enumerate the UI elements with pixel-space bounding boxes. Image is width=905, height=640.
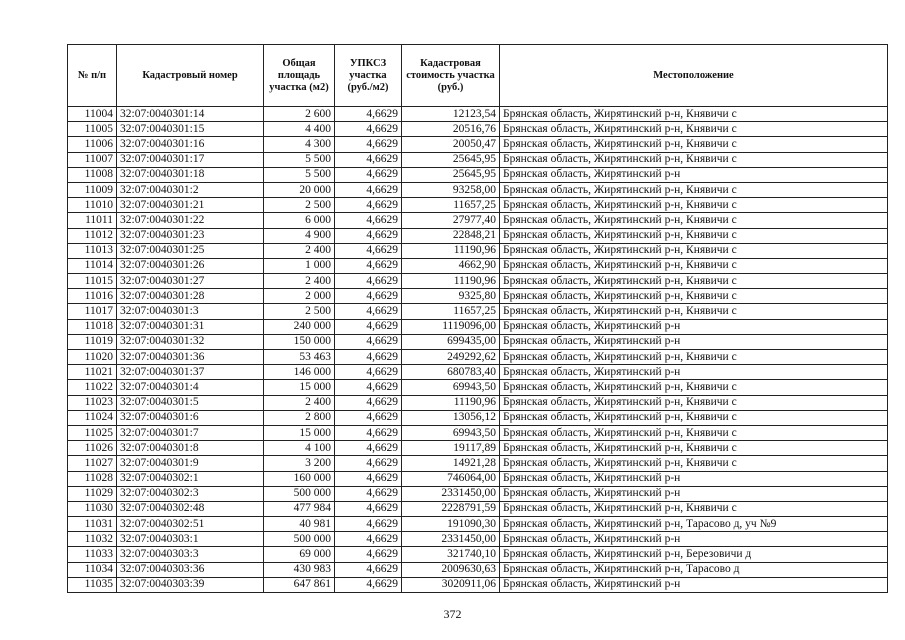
cadastral-number: 32:07:0040301:32 [117,334,264,349]
rate-cell: 4,6629 [335,228,402,243]
cost-cell: 12123,54 [402,107,500,122]
rate-cell: 4,6629 [335,304,402,319]
cost-cell: 93258,00 [402,182,500,197]
cost-cell: 11657,25 [402,304,500,319]
page-number: 372 [443,607,462,621]
location-cell: Брянская область, Жирятинский р-н, Княвичи с [500,122,888,137]
rate-cell: 4,6629 [335,456,402,471]
row-number: 11035 [68,577,117,592]
area-cell: 69 000 [264,547,335,562]
table-row [68,532,888,547]
table-row [68,182,888,197]
location-cell: Брянская область, Жирятинский р-н [500,577,888,592]
cadastral-number: 32:07:0040301:17 [117,152,264,167]
cost-cell: 2331450,00 [402,532,500,547]
rate-cell: 4,6629 [335,122,402,137]
row-number: 11010 [68,198,117,213]
cadastral-number: 32:07:0040301:3 [117,304,264,319]
area-cell: 2 400 [264,243,335,258]
table-header-row [68,45,888,107]
cadastral-number: 32:07:0040301:36 [117,350,264,365]
cadastral-number: 32:07:0040303:3 [117,547,264,562]
location-cell: Брянская область, Жирятинский р-н, Княвичи с [500,410,888,425]
location-cell: Брянская область, Жирятинский р-н [500,486,888,501]
area-cell: 477 984 [264,501,335,516]
rate-cell: 4,6629 [335,562,402,577]
header-location: Местоположение [500,45,888,107]
rate-cell: 4,6629 [335,152,402,167]
location-cell: Брянская область, Жирятинский р-н, Княвичи с [500,425,888,440]
rate-cell: 4,6629 [335,198,402,213]
rate-cell: 4,6629 [335,577,402,592]
table-row [68,107,888,122]
row-number: 11028 [68,471,117,486]
location-cell: Брянская область, Жирятинский р-н, Тарасово д, уч №9 [500,517,888,532]
location-cell: Брянская область, Жирятинский р-н, Княвичи с [500,456,888,471]
table-row [68,547,888,562]
row-number: 11019 [68,334,117,349]
cadastral-number: 32:07:0040302:51 [117,517,264,532]
cadastral-number: 32:07:0040301:15 [117,122,264,137]
cost-cell: 14921,28 [402,456,500,471]
cost-cell: 27977,40 [402,213,500,228]
cost-cell: 3020911,06 [402,577,500,592]
row-number: 11004 [68,107,117,122]
rate-cell: 4,6629 [335,532,402,547]
area-cell: 4 400 [264,122,335,137]
row-number: 11032 [68,532,117,547]
table-row [68,137,888,152]
area-cell: 430 983 [264,562,335,577]
rate-cell: 4,6629 [335,365,402,380]
location-cell: Брянская область, Жирятинский р-н, Княвичи с [500,380,888,395]
area-cell: 2 400 [264,395,335,410]
location-cell: Брянская область, Жирятинский р-н, Княвичи с [500,243,888,258]
cost-cell: 746064,00 [402,471,500,486]
cadastral-number: 32:07:0040303:39 [117,577,264,592]
table-row [68,213,888,228]
row-number: 11012 [68,228,117,243]
rate-cell: 4,6629 [335,182,402,197]
location-cell: Брянская область, Жирятинский р-н, Княвичи с [500,213,888,228]
rate-cell: 4,6629 [335,410,402,425]
cost-cell: 11190,96 [402,274,500,289]
location-cell: Брянская область, Жирятинский р-н, Княвичи с [500,304,888,319]
location-cell: Брянская область, Жирятинский р-н [500,334,888,349]
row-number: 11014 [68,258,117,273]
table-row [68,562,888,577]
area-cell: 160 000 [264,471,335,486]
table-row [68,501,888,516]
cadastral-number: 32:07:0040301:23 [117,228,264,243]
header-area: Общая площадь участка (м2) [264,45,335,107]
cadastral-number: 32:07:0040301:26 [117,258,264,273]
cost-cell: 680783,40 [402,365,500,380]
cost-cell: 191090,30 [402,517,500,532]
cadastral-number: 32:07:0040302:3 [117,486,264,501]
cadastral-number: 32:07:0040301:27 [117,274,264,289]
table-body [68,107,888,593]
rate-cell: 4,6629 [335,319,402,334]
header-cadastral-number: Кадастровый номер [117,45,264,107]
cost-cell: 11190,96 [402,243,500,258]
header-rate: УПКСЗ участка (руб./м2) [335,45,402,107]
area-cell: 1 000 [264,258,335,273]
rate-cell: 4,6629 [335,167,402,182]
table-row [68,350,888,365]
location-cell: Брянская область, Жирятинский р-н, Княвичи с [500,395,888,410]
row-number: 11021 [68,365,117,380]
area-cell: 4 300 [264,137,335,152]
row-number: 11006 [68,137,117,152]
cost-cell: 19117,89 [402,441,500,456]
row-number: 11024 [68,410,117,425]
area-cell: 15 000 [264,380,335,395]
cost-cell: 13056,12 [402,410,500,425]
table-row [68,304,888,319]
row-number: 11030 [68,501,117,516]
cost-cell: 22848,21 [402,228,500,243]
table-row [68,425,888,440]
row-number: 11020 [68,350,117,365]
cost-cell: 2009630,63 [402,562,500,577]
header-num: № п/п [68,45,117,107]
location-cell: Брянская область, Жирятинский р-н, Княвичи с [500,289,888,304]
cost-cell: 20516,76 [402,122,500,137]
table-row [68,334,888,349]
cost-cell: 2228791,59 [402,501,500,516]
cadastral-number: 32:07:0040301:9 [117,456,264,471]
cost-cell: 249292,62 [402,350,500,365]
area-cell: 15 000 [264,425,335,440]
rate-cell: 4,6629 [335,107,402,122]
rate-cell: 4,6629 [335,274,402,289]
row-number: 11011 [68,213,117,228]
cadastral-number: 32:07:0040303:36 [117,562,264,577]
area-cell: 150 000 [264,334,335,349]
row-number: 11015 [68,274,117,289]
location-cell: Брянская область, Жирятинский р-н, Княвичи с [500,228,888,243]
rate-cell: 4,6629 [335,243,402,258]
cadastral-number: 32:07:0040301:31 [117,319,264,334]
cost-cell: 25645,95 [402,167,500,182]
area-cell: 146 000 [264,365,335,380]
row-number: 11034 [68,562,117,577]
row-number: 11023 [68,395,117,410]
table-row [68,274,888,289]
area-cell: 647 861 [264,577,335,592]
cost-cell: 321740,10 [402,547,500,562]
area-cell: 4 100 [264,441,335,456]
table-row [68,228,888,243]
table-row [68,365,888,380]
row-number: 11026 [68,441,117,456]
cadastral-number: 32:07:0040301:2 [117,182,264,197]
row-number: 11016 [68,289,117,304]
cadastral-number: 32:07:0040301:16 [117,137,264,152]
row-number: 11008 [68,167,117,182]
location-cell: Брянская область, Жирятинский р-н, Березовичи д [500,547,888,562]
rate-cell: 4,6629 [335,137,402,152]
row-number: 11018 [68,319,117,334]
table-row [68,167,888,182]
area-cell: 53 463 [264,350,335,365]
table-row [68,152,888,167]
cost-cell: 69943,50 [402,425,500,440]
cost-cell: 25645,95 [402,152,500,167]
table-row [68,395,888,410]
area-cell: 2 400 [264,274,335,289]
location-cell: Брянская область, Жирятинский р-н, Княвичи с [500,274,888,289]
row-number: 11025 [68,425,117,440]
rate-cell: 4,6629 [335,425,402,440]
rate-cell: 4,6629 [335,258,402,273]
location-cell: Брянская область, Жирятинский р-н, Княвичи с [500,258,888,273]
cadastral-number: 32:07:0040301:28 [117,289,264,304]
row-number: 11013 [68,243,117,258]
table-row [68,441,888,456]
row-number: 11022 [68,380,117,395]
area-cell: 2 500 [264,304,335,319]
rate-cell: 4,6629 [335,350,402,365]
rate-cell: 4,6629 [335,547,402,562]
location-cell: Брянская область, Жирятинский р-н, Княвичи с [500,107,888,122]
cost-cell: 20050,47 [402,137,500,152]
cost-cell: 1119096,00 [402,319,500,334]
row-number: 11017 [68,304,117,319]
area-cell: 3 200 [264,456,335,471]
cadastral-number: 32:07:0040301:14 [117,107,264,122]
area-cell: 6 000 [264,213,335,228]
row-number: 11027 [68,456,117,471]
table-row [68,122,888,137]
cadastral-number: 32:07:0040301:4 [117,380,264,395]
cost-cell: 9325,80 [402,289,500,304]
table-row [68,243,888,258]
cost-cell: 11657,25 [402,198,500,213]
table-row [68,198,888,213]
table-row [68,471,888,486]
location-cell: Брянская область, Жирятинский р-н, Княвичи с [500,350,888,365]
row-number: 11009 [68,182,117,197]
location-cell: Брянская область, Жирятинский р-н, Княвичи с [500,501,888,516]
table-row [68,380,888,395]
rate-cell: 4,6629 [335,471,402,486]
cadastral-number: 32:07:0040303:1 [117,532,264,547]
rate-cell: 4,6629 [335,380,402,395]
rate-cell: 4,6629 [335,395,402,410]
area-cell: 5 500 [264,167,335,182]
rate-cell: 4,6629 [335,486,402,501]
rate-cell: 4,6629 [335,517,402,532]
area-cell: 2 500 [264,198,335,213]
cost-cell: 2331450,00 [402,486,500,501]
cadastral-number: 32:07:0040301:8 [117,441,264,456]
location-cell: Брянская область, Жирятинский р-н, Княвичи с [500,441,888,456]
location-cell: Брянская область, Жирятинский р-н, Княвичи с [500,182,888,197]
rate-cell: 4,6629 [335,289,402,304]
table-row [68,577,888,592]
area-cell: 2 000 [264,289,335,304]
area-cell: 2 600 [264,107,335,122]
table-row [68,517,888,532]
rate-cell: 4,6629 [335,441,402,456]
location-cell: Брянская область, Жирятинский р-н, Тарасово д [500,562,888,577]
location-cell: Брянская область, Жирятинский р-н [500,319,888,334]
location-cell: Брянская область, Жирятинский р-н [500,365,888,380]
cadastral-number: 32:07:0040301:6 [117,410,264,425]
rate-cell: 4,6629 [335,501,402,516]
location-cell: Брянская область, Жирятинский р-н, Княвичи с [500,198,888,213]
row-number: 11031 [68,517,117,532]
cadastral-number: 32:07:0040301:37 [117,365,264,380]
rate-cell: 4,6629 [335,213,402,228]
cost-cell: 69943,50 [402,380,500,395]
rate-cell: 4,6629 [335,334,402,349]
location-cell: Брянская область, Жирятинский р-н [500,167,888,182]
row-number: 11029 [68,486,117,501]
area-cell: 20 000 [264,182,335,197]
cadastral-number: 32:07:0040301:22 [117,213,264,228]
table-row [68,410,888,425]
cadastral-number: 32:07:0040301:7 [117,425,264,440]
area-cell: 240 000 [264,319,335,334]
cost-cell: 4662,90 [402,258,500,273]
row-number: 11005 [68,122,117,137]
row-number: 11007 [68,152,117,167]
cost-cell: 11190,96 [402,395,500,410]
cadastral-number: 32:07:0040301:21 [117,198,264,213]
cadastral-number: 32:07:0040301:18 [117,167,264,182]
location-cell: Брянская область, Жирятинский р-н, Княвичи с [500,137,888,152]
table-row [68,456,888,471]
row-number: 11033 [68,547,117,562]
cadastral-number: 32:07:0040302:48 [117,501,264,516]
cadastral-number: 32:07:0040301:25 [117,243,264,258]
location-cell: Брянская область, Жирятинский р-н [500,471,888,486]
area-cell: 500 000 [264,486,335,501]
table-row [68,289,888,304]
area-cell: 5 500 [264,152,335,167]
cost-cell: 699435,00 [402,334,500,349]
cadastral-table [67,44,888,593]
area-cell: 2 800 [264,410,335,425]
location-cell: Брянская область, Жирятинский р-н, Княвичи с [500,152,888,167]
area-cell: 40 981 [264,517,335,532]
area-cell: 500 000 [264,532,335,547]
area-cell: 4 900 [264,228,335,243]
cadastral-number: 32:07:0040301:5 [117,395,264,410]
header-cost: Кадастровая стоимость участка (руб.) [402,45,500,107]
table-row [68,486,888,501]
table-row [68,319,888,334]
cadastral-number: 32:07:0040302:1 [117,471,264,486]
location-cell: Брянская область, Жирятинский р-н [500,532,888,547]
table-row [68,258,888,273]
